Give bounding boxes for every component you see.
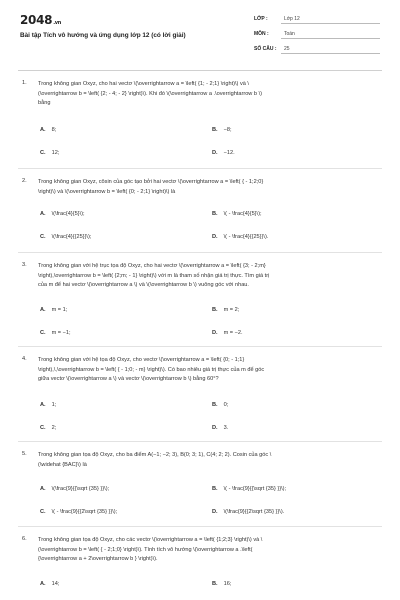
option-label: C. bbox=[40, 234, 46, 240]
q2-option-a[interactable] bbox=[40, 211, 85, 217]
option-text: 0; bbox=[223, 402, 229, 408]
question-number: 6. bbox=[22, 536, 27, 542]
option-text: 3. bbox=[223, 425, 229, 431]
q3-option-d[interactable] bbox=[212, 330, 243, 336]
header-divider bbox=[18, 70, 382, 71]
option-label: D. bbox=[212, 330, 218, 336]
option-text: −12. bbox=[223, 150, 235, 156]
logo-main: 2048 bbox=[20, 13, 53, 27]
question-stem: Trong không gian tọa độ Oxyz, cho các vectơ \(\overrightarrow a = \left( {1;2;3} \right)\) và \ (\overrightarrow b = \left( { - 2;1;0} \right)\). Tính tích vô hướng \(\overrightarrow a .\left( {\overrightarrow a + 2\overrightarrow b } \right)\). bbox=[38, 537, 263, 563]
q4-option-a[interactable] bbox=[40, 402, 56, 408]
option-text: \( - \frac{4}{5}\); bbox=[223, 211, 262, 217]
q3-option-a[interactable] bbox=[40, 307, 67, 313]
q1-option-a[interactable] bbox=[40, 127, 56, 133]
meta-count-key: SỐ CÂU : bbox=[254, 46, 277, 52]
document-header bbox=[0, 0, 400, 68]
option-label: D. bbox=[212, 234, 218, 240]
document-title: Bài tập Tích vô hướng và ứng dụng lớp 12 (có lời giải) bbox=[20, 32, 186, 39]
option-label: B. bbox=[212, 211, 218, 217]
question-stem: Trong không gian với hệ trục tọa độ Oxyz, cho hai vectơ \(\overrightarrow a = \left( {3; - 2;m} \right),\overrightarrow b = \left( {2;m; - 1} \right)\) với m là tham số nhận giá trị thực. Tìm giá trị của m để hai vectơ \(\overrightarrow a \) và \(\overrightarrow b \) vuông góc với nhau. bbox=[38, 263, 270, 289]
question-divider bbox=[18, 346, 382, 347]
meta-count-value: 25 bbox=[284, 46, 290, 52]
option-label: D. bbox=[212, 509, 218, 515]
option-label: A. bbox=[40, 307, 46, 313]
option-label: A. bbox=[40, 211, 46, 217]
q1-option-b[interactable] bbox=[212, 127, 232, 133]
option-text: \( - \frac{4}{{25}}\). bbox=[223, 234, 269, 240]
q3-option-c[interactable] bbox=[40, 330, 71, 336]
question-number: 2. bbox=[22, 178, 27, 184]
question-stem: Trong không gian với hệ tọa độ Oxyz, cho vectơ \(\overrightarrow a = \left( {0; - 1;1} \right),\,\overrightarrow b = \left( { - 1;0; - m} \right)\). Có bao nhiêu giá trị thực của m để góc giữa vectơ \(\overrightarrow a \) và vectơ \(\overrightarrow b \) bằng 60°? bbox=[38, 357, 265, 383]
question-divider bbox=[18, 526, 382, 527]
meta-grade-value: Lớp 12 bbox=[284, 16, 300, 22]
q1-option-c[interactable] bbox=[40, 150, 59, 156]
option-label: A. bbox=[40, 402, 46, 408]
q1-option-d[interactable] bbox=[212, 150, 235, 156]
option-label: B. bbox=[212, 402, 218, 408]
question-number: 3. bbox=[22, 262, 27, 268]
question-stem: Trong không gian Oxyz, cho hai vectơ \(\overrightarrow a = \left( {1; - 2;1} \right)\) và \ (\overrightarrow b = \left( {2; - 4; - 2} \right)\). Khi đó \(\overrightarrow a .\overrightarrow b \) bằng bbox=[38, 81, 262, 107]
option-label: B. bbox=[212, 307, 218, 313]
q6-option-b[interactable] bbox=[212, 581, 231, 587]
q4-option-c[interactable] bbox=[40, 425, 56, 431]
option-text: 16; bbox=[223, 581, 232, 587]
q4-option-b[interactable] bbox=[212, 402, 228, 408]
option-text: \(\frac{4}{{25}}\); bbox=[51, 234, 92, 240]
q2-option-b[interactable] bbox=[212, 211, 262, 217]
logo-suffix: .vn bbox=[53, 20, 62, 26]
question-number: 4. bbox=[22, 356, 27, 362]
q5-option-d[interactable] bbox=[212, 509, 284, 515]
option-text: 1; bbox=[51, 402, 57, 408]
option-label: D. bbox=[212, 425, 218, 431]
question-stem: Trong không gian tọa độ Oxyz, cho ba điểm A(−1; −2; 3), B(0; 3; 1), C(4; 2; 2). Cosin của góc \ (\widehat {BAC}\) là bbox=[38, 452, 272, 468]
option-label: A. bbox=[40, 581, 46, 587]
option-text: 12; bbox=[51, 150, 60, 156]
option-label: C. bbox=[40, 509, 46, 515]
option-text: \( - \frac{9}{{\sqrt {35} }}\); bbox=[223, 486, 287, 492]
option-label: C. bbox=[40, 150, 46, 156]
option-text: m = 2; bbox=[223, 307, 240, 313]
option-text: \(\frac{4}{5}\); bbox=[51, 211, 85, 217]
option-label: C. bbox=[40, 425, 46, 431]
q5-option-c[interactable] bbox=[40, 509, 117, 515]
q5-option-b[interactable] bbox=[212, 486, 286, 492]
option-label: B. bbox=[212, 581, 218, 587]
meta-grade-key: LỚP : bbox=[254, 16, 268, 22]
option-label: B. bbox=[212, 486, 218, 492]
option-text: −8; bbox=[223, 127, 232, 133]
option-text: \(\frac{9}{{2\sqrt {35} }}\). bbox=[223, 509, 285, 515]
question-divider bbox=[18, 252, 382, 253]
option-text: m = 1; bbox=[51, 307, 68, 313]
q3-option-b[interactable] bbox=[212, 307, 239, 313]
option-label: B. bbox=[212, 127, 218, 133]
meta-subject-key: MÔN : bbox=[254, 31, 269, 37]
option-text: \( - \frac{9}{{2\sqrt {35} }}\); bbox=[51, 509, 118, 515]
option-text: \(\frac{9}{{\sqrt {35} }}\); bbox=[51, 486, 110, 492]
q6-option-a[interactable] bbox=[40, 581, 59, 587]
option-text: 14; bbox=[51, 581, 60, 587]
meta-subject-line bbox=[281, 38, 380, 39]
option-text: m = −2. bbox=[223, 330, 243, 336]
option-label: A. bbox=[40, 486, 46, 492]
meta-count-line bbox=[281, 53, 380, 54]
option-label: C. bbox=[40, 330, 46, 336]
option-text: m = −1; bbox=[51, 330, 71, 336]
question-stem: Trong không gian Oxyz, côsin của góc tạo bởi hai vectơ \(\overrightarrow a = \left( { - 1;2;0} \right)\) và \(\overrightarrow b = \left( {0; - 2;1} \right)\) là bbox=[38, 179, 264, 195]
option-label: A. bbox=[40, 127, 46, 133]
q4-option-d[interactable] bbox=[212, 425, 228, 431]
option-text: 8; bbox=[51, 127, 57, 133]
question-number: 5. bbox=[22, 451, 27, 457]
site-logo[interactable] bbox=[20, 13, 61, 27]
q5-option-a[interactable] bbox=[40, 486, 109, 492]
meta-grade-line bbox=[281, 23, 380, 24]
q2-option-c[interactable] bbox=[40, 234, 91, 240]
question-divider bbox=[18, 168, 382, 169]
meta-subject-value: Toán bbox=[284, 31, 295, 37]
option-label: D. bbox=[212, 150, 218, 156]
option-text: 2; bbox=[51, 425, 57, 431]
question-number: 1. bbox=[22, 80, 27, 86]
question-divider bbox=[18, 441, 382, 442]
q2-option-d[interactable] bbox=[212, 234, 268, 240]
